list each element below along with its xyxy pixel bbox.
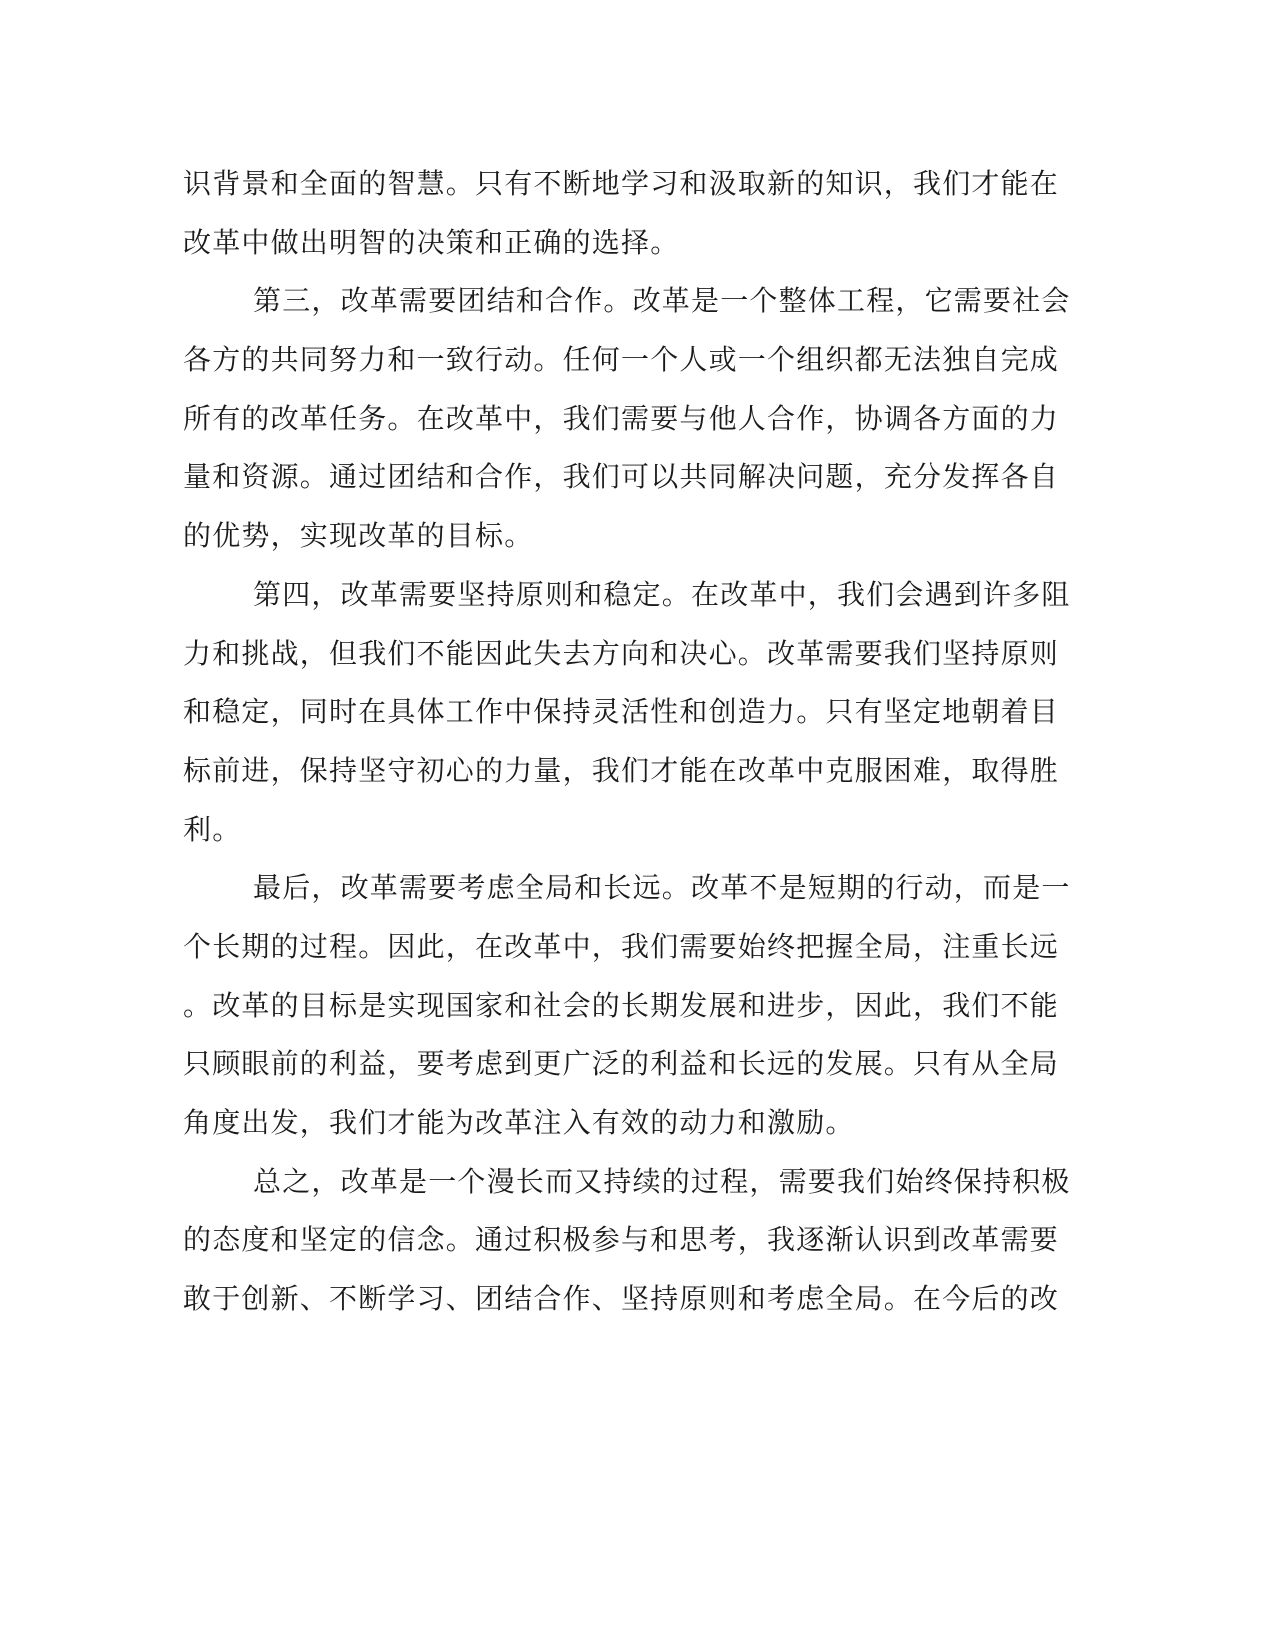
document-body (183, 155, 1071, 1329)
text-line-16: 只顾眼前的利益，要考虑到更广泛的利益和长远的发展。只有从全局 (183, 1047, 1060, 1081)
text-line-15: 。改革的目标是实现国家和社会的长期发展和进步，因此，我们不能 (183, 988, 1060, 1022)
text-line-4: 各方的共同努力和一致行动。任何一个人或一个组织都无法独自完成 (183, 343, 1060, 377)
text-line-5: 所有的改革任务。在改革中，我们需要与他人合作，协调各方面的力 (183, 401, 1060, 435)
text-line-14: 个长期的过程。因此，在改革中，我们需要始终把握全局，注重长远 (183, 929, 1060, 963)
text-line-12: 利。 (183, 812, 242, 846)
text-line-10: 和稳定，同时在具体工作中保持灵活性和创造力。只有坚定地朝着目 (183, 695, 1060, 729)
text-line-9: 力和挑战，但我们不能因此失去方向和决心。改革需要我们坚持原则 (183, 636, 1060, 670)
text-line-1: 识背景和全面的智慧。只有不断地学习和汲取新的知识，我们才能在 (183, 167, 1060, 200)
text-line-13: 最后，改革需要考虑全局和长远。改革不是短期的行动，而是一 (253, 871, 1071, 905)
text-line-7: 的优势，实现改革的目标。 (183, 519, 534, 553)
text-line-3: 第三，改革需要团结和合作。改革是一个整体工程，它需要社会 (253, 284, 1071, 318)
text-line-18: 总之，改革是一个漫长而又持续的过程，需要我们始终保持积极 (253, 1164, 1071, 1198)
text-line-11: 标前进，保持坚守初心的力量，我们才能在改革中克服困难，取得胜 (183, 753, 1060, 787)
text-line-6: 量和资源。通过团结和合作，我们可以共同解决问题，充分发挥各自 (183, 460, 1060, 494)
text-line-2: 改革中做出明智的决策和正确的选择。 (183, 225, 680, 259)
text-line-8: 第四，改革需要坚持原则和稳定。在改革中，我们会遇到许多阻 (253, 577, 1071, 611)
text-line-19: 的态度和坚定的信念。通过积极参与和思考，我逐渐认识到改革需要 (183, 1223, 1060, 1257)
text-line-20: 敢于创新、不断学习、团结合作、坚持原则和考虑全局。在今后的改 (183, 1282, 1060, 1316)
text-line-17: 角度出发，我们才能为改革注入有效的动力和激励。 (183, 1106, 855, 1139)
